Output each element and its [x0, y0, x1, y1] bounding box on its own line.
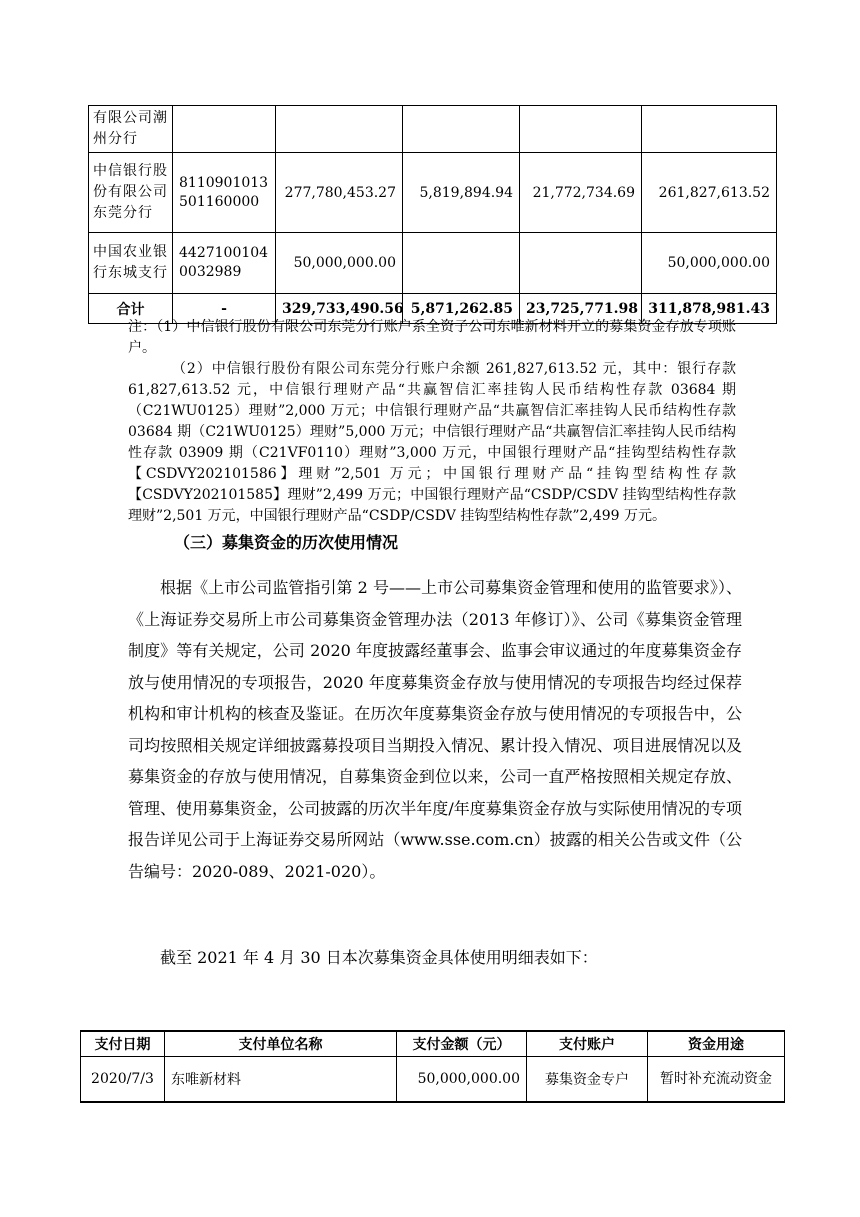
table-header-row	[81, 1031, 785, 1057]
amount-cell: 50,000,000.00	[642, 233, 777, 294]
header-date: 支付日期	[81, 1031, 165, 1057]
table-notes	[128, 317, 736, 527]
usage-detail-table	[80, 1030, 785, 1103]
header-amount: 支付金额（元）	[397, 1031, 527, 1057]
account-cell: 募集资金专户	[527, 1057, 648, 1103]
total-account: -	[173, 294, 276, 324]
date-cell: 2020/7/3	[81, 1057, 165, 1103]
table-row	[81, 1057, 785, 1103]
table-row	[89, 106, 777, 153]
note-2: （2）中信银行股份有限公司东莞分行账户余额 261,827,613.52 元，其中：银行存款 61,827,613.52 元，中信银行理财产品“共赢智信汇率挂钩人民币结构性存款 03684 期（C21WU0125）理财”2,000 万元；中信银行理财产品“共赢智信汇率挂钩人民币结构性存款 03684 期（C21WU0125）理财”5,000 万元；中信银行理财产品“共赢智信汇率挂钩人民币结构性存款 03909 期（C21VF0110）理财”3,000 万元，中国银行理财产品“挂钩型结构性存款【CSDVY202101586】理财”2,501 万元；中国银行理财产品“挂钩型结构性存款【CSDVY202101585】理财”2,499 万元；中国银行理财产品“CSDP/CSDV 挂钩型结构性存款理财”2,501 万元，中国银行理财产品“CSDP/CSDV 挂钩型结构性存款”2,499 万元。	[128, 361, 736, 524]
amount-cell	[276, 106, 403, 153]
amount-cell	[403, 106, 520, 153]
body-paragraph: 根据《上市公司监管指引第 2 号——上市公司募集资金管理和使用的监管要求》）、《上海证券交易所上市公司募集资金管理办法（2013 年修订）》、公司《募集资金管理制度》等有关规定，公司 2020 年度披露经董事会、监事会审议通过的年度募集资金存放与使用情况的专项报告，2020 年度募集资金存放与使用情况的专项报告均经过保荐机构和审计机构的核查及鉴证。在历次年度募集资金存放与使用情况的专项报告中，公司均按照相关规定详细披露募投项目当期投入情况、累计投入情况、项目进展情况以及募集资金的存放与使用情况，自募集资金到位以来，公司一直严格按照相关规定存放、管理、使用募集资金，公司披露的历次半年度/年度募集资金存放与实际使用情况的专项报告详见公司于上海证券交易所网站（www.sse.com.cn）披露的相关公告或文件（公告编号：2020-089、2021-020）。	[128, 578, 742, 881]
section-heading: （三）募集资金的历次使用情况	[174, 533, 399, 552]
header-account: 支付账户	[527, 1031, 648, 1057]
account-cell: 8110901013501160000	[173, 153, 276, 233]
total-label: 合计	[89, 294, 173, 324]
account-balance-table	[88, 105, 777, 324]
amount-cell: 21,772,734.69	[520, 153, 642, 233]
total-amount: 23,725,771.98	[520, 294, 642, 324]
total-amount: 329,733,490.56	[276, 294, 403, 324]
header-payee: 支付单位名称	[165, 1031, 397, 1057]
body-text	[128, 572, 742, 887]
amount-cell	[520, 106, 642, 153]
amount-cell: 261,827,613.52	[642, 153, 777, 233]
amount-cell: 5,819,894.94	[403, 153, 520, 233]
amount-cell	[642, 106, 777, 153]
payee-cell: 东唯新材料	[165, 1057, 397, 1103]
amount-cell: 277,780,453.27	[276, 153, 403, 233]
amount-cell	[403, 233, 520, 294]
table-row	[89, 233, 777, 294]
account-cell	[173, 106, 276, 153]
account-cell: 44271001040032989	[173, 233, 276, 294]
note-1: 注：（1）中信银行股份有限公司东莞分行账户系全资子公司东唯新材料开立的募集资金存放专项账户。	[128, 319, 736, 356]
table-lead-text: 截至 2021 年 4 月 30 日本次募集资金具体使用明细表如下：	[160, 948, 598, 967]
amount-cell: 50,000,000.00	[397, 1057, 527, 1103]
bank-name-cell: 中信银行股份有限公司东莞分行	[89, 153, 173, 233]
header-purpose: 资金用途	[648, 1031, 785, 1057]
table-row	[89, 153, 777, 233]
total-amount: 311,878,981.43	[642, 294, 777, 324]
amount-cell: 50,000,000.00	[276, 233, 403, 294]
bank-name-cell: 有限公司潮州分行	[89, 106, 173, 153]
total-amount: 5,871,262.85	[403, 294, 520, 324]
bank-name-cell: 中国农业银行东城支行	[89, 233, 173, 294]
amount-cell	[520, 233, 642, 294]
purpose-cell: 暂时补充流动资金	[648, 1057, 785, 1103]
